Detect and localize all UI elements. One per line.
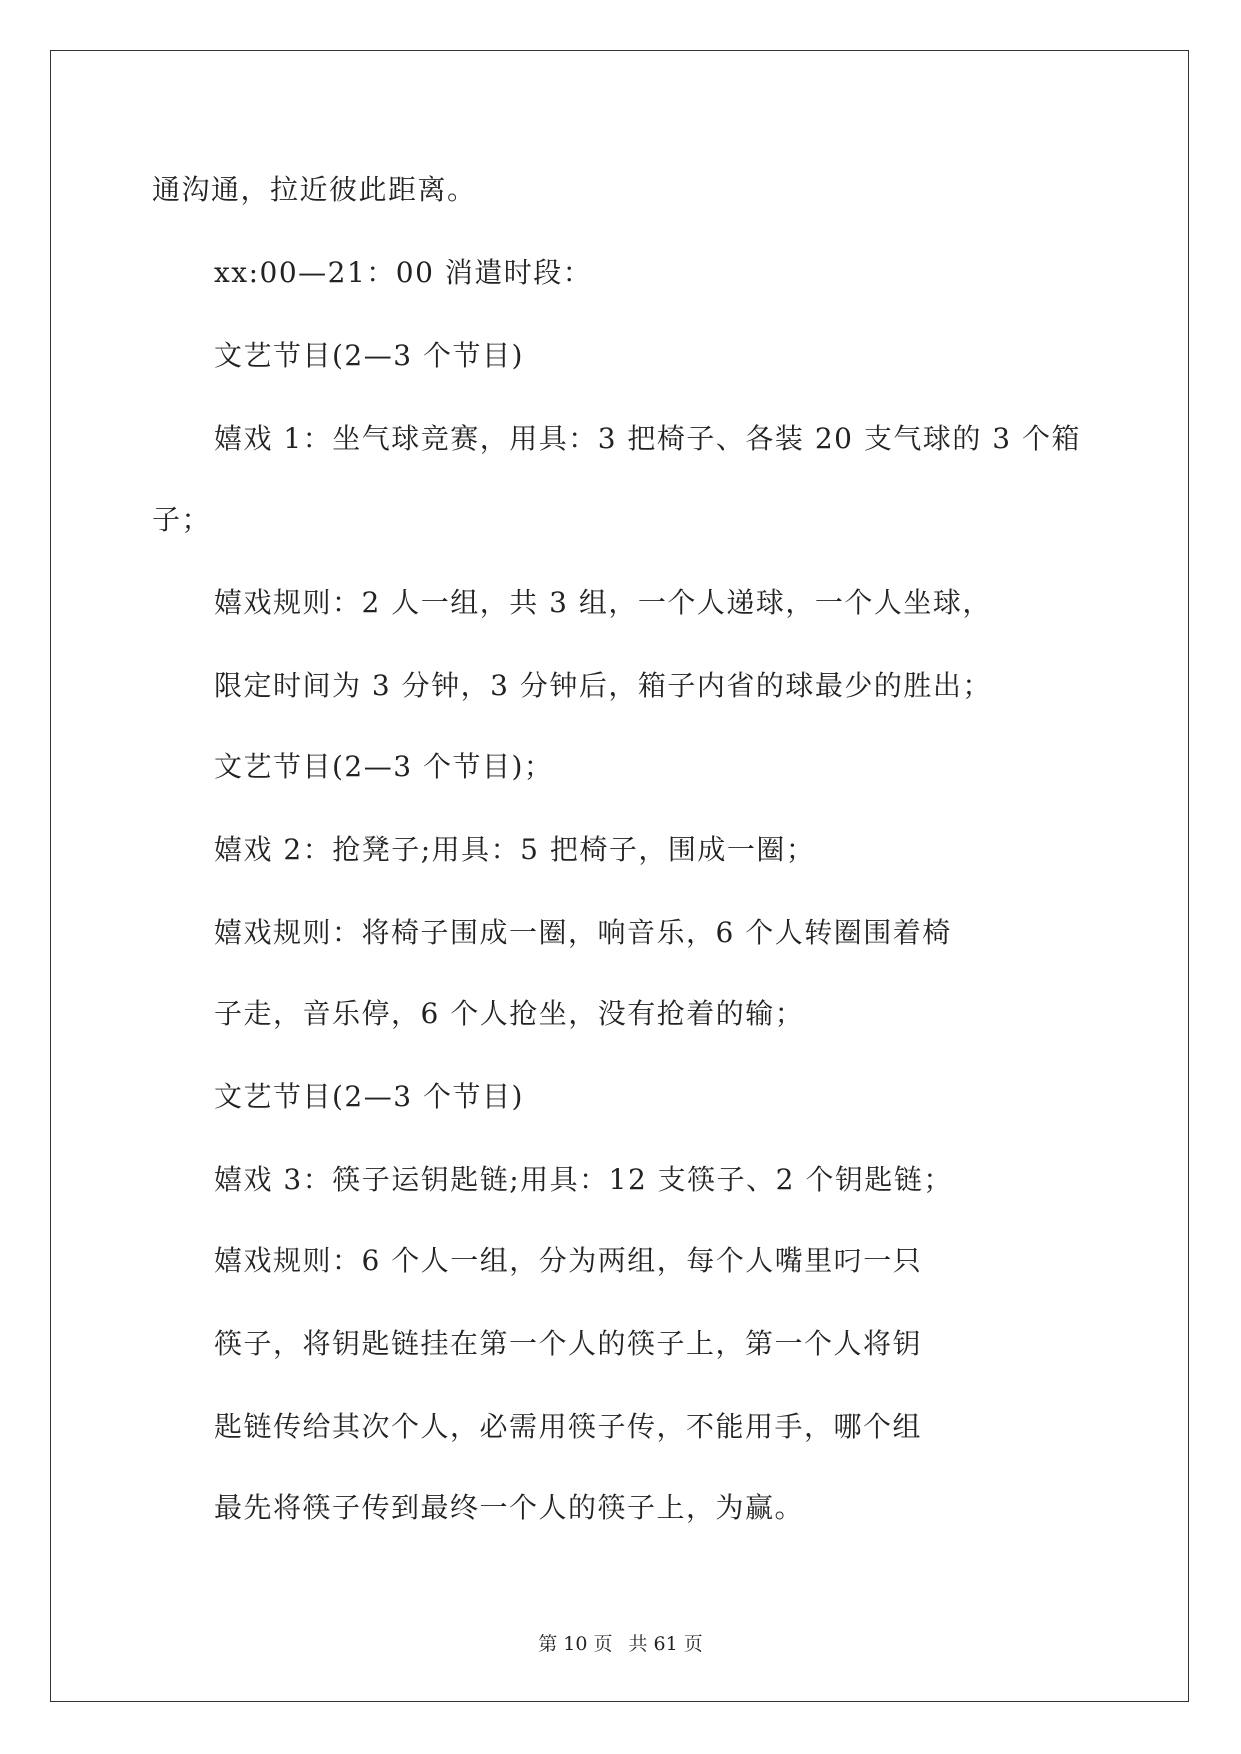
text-line-9: 嬉戏 2：抢凳子;用具：5 把椅子，围成一圈； — [214, 833, 816, 866]
text-line-3: 文艺节目(2—3 个节目) — [214, 339, 524, 372]
text-line-5: 子； — [152, 503, 212, 536]
text-line-13: 嬉戏 3：筷子运钥匙链;用具：12 支筷子、2 个钥匙链； — [214, 1163, 953, 1196]
text-line-15: 筷子，将钥匙链挂在第一个人的筷子上，第一个人将钥 — [214, 1327, 923, 1360]
text-line-17: 最先将筷子传到最终一个人的筷子上，为赢。 — [214, 1491, 805, 1524]
text-line-10: 嬉戏规则：将椅子围成一圈，响音乐，6 个人转圈围着椅 — [214, 916, 952, 949]
text-line-2: xx:00—21：00 消遣时段： — [214, 256, 593, 289]
text-line-6: 嬉戏规则：2 人一组，共 3 组，一个人递球，一个人坐球， — [214, 586, 992, 619]
page-border — [50, 50, 1189, 1702]
text-line-1: 通沟通，拉近彼此距离。 — [152, 173, 477, 206]
text-line-11: 子走，音乐停，6 个人抢坐，没有抢着的输； — [214, 997, 805, 1030]
text-line-14: 嬉戏规则：6 个人一组，分为两组，每个人嘴里叼一只 — [214, 1244, 923, 1277]
text-line-7: 限定时间为 3 分钟，3 分钟后，箱子内省的球最少的胜出； — [214, 669, 992, 702]
text-line-4: 嬉戏 1：坐气球竞赛，用具：3 把椅子、各装 20 支气球的 3 个箱 — [214, 422, 1081, 455]
total-pages: 共 61 页 — [628, 1633, 703, 1655]
page-footer — [0, 1630, 1241, 1658]
text-line-12: 文艺节目(2—3 个节目) — [214, 1080, 524, 1113]
page-number: 第 10 页 — [538, 1633, 613, 1655]
text-line-16: 匙链传给其次个人，必需用筷子传，不能用手，哪个组 — [214, 1410, 923, 1443]
text-line-8: 文艺节目(2—3 个节目)； — [214, 750, 554, 783]
